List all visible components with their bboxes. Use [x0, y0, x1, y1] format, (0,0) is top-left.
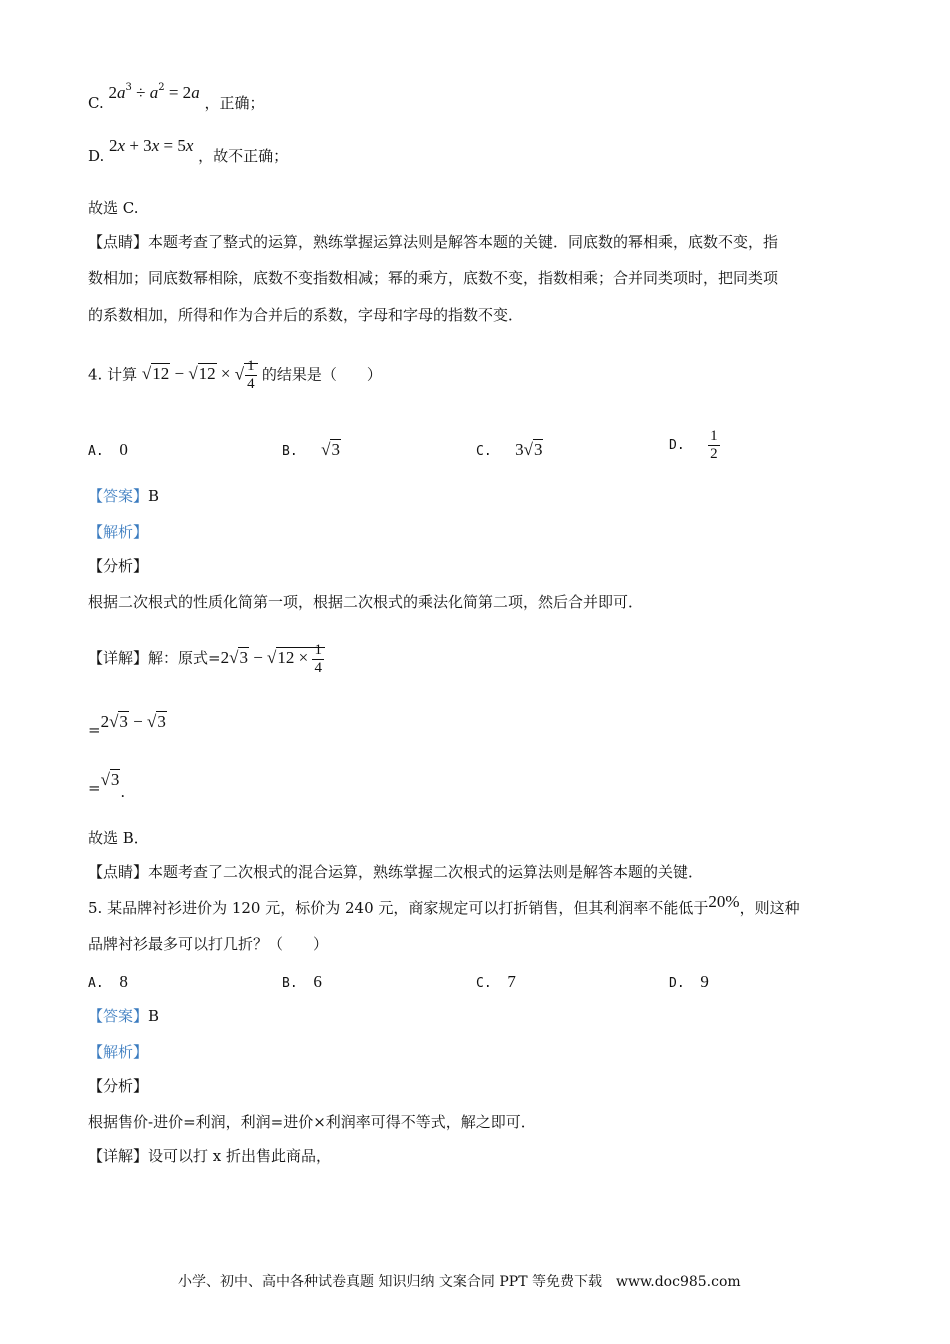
dianjing-1-line-3: 的系数相加，所得和作为合并后的系数，字母和字母的指数不变．	[88, 306, 524, 324]
q4-detail: 【详解】解：原式=2√3 − √12 × $\frac{1}{4}$	[88, 640, 325, 677]
q5-option-b[interactable]: B. 6	[282, 972, 322, 991]
q4-answer: 【答案】B	[88, 487, 160, 505]
q4-option-d[interactable]: D. $\frac{1}{2}$	[669, 428, 718, 462]
choose-b: 故选 B．	[88, 829, 149, 847]
q4-option-d-value: $\frac{1}{2}$	[710, 428, 718, 462]
q4-option-a[interactable]: A. 0	[88, 440, 128, 459]
q4-option-b-value: √3	[321, 440, 340, 459]
q5-option-c[interactable]: C. 7	[476, 972, 516, 991]
q4-analysis: 根据二次根式的性质化简第一项，根据二次根式的乘法化简第二项，然后合并即可．	[88, 593, 644, 611]
q4-detail-formula: 2√3 − √12 × $\frac{1}{4}$	[221, 648, 325, 667]
q5-jiexi: 【解析】	[88, 1043, 149, 1061]
option-c-line: C. $2a^3 \div a^2 = 2a$ ，正确；	[88, 82, 265, 112]
formula-c: $2a^3 \div a^2 = 2a$	[108, 82, 200, 102]
formula-d: 2x + 3x = 5x	[109, 136, 194, 155]
c-label: C.	[88, 94, 104, 112]
q4-fenxi: 【分析】	[88, 557, 149, 575]
q4-jiexi: 【解析】	[88, 523, 149, 541]
q4-formula: √12 − √12 × √ $\frac{1}{4}$	[142, 364, 262, 383]
q5-option-d[interactable]: D. 9	[669, 972, 709, 991]
d-label: D.	[88, 147, 105, 165]
q4-option-b[interactable]: B. √3	[282, 440, 340, 459]
q4-option-c[interactable]: C. 3√3	[476, 440, 543, 459]
question-5-line-2: 品牌衬衫最多可以打几折？（ ）	[88, 935, 329, 953]
q4-step-2: =2√3 − √3	[88, 712, 166, 739]
dianjing-1-line-2: 数相加；同底数幂相除，底数不变指数相减；幂的乘方，底数不变，指数相乘；合并同类项时，把同类项	[88, 269, 779, 287]
q5-answer: 【答案】B	[88, 1007, 160, 1025]
q5-percent: 20%	[708, 892, 740, 911]
q4-step-3: =√3.	[88, 770, 126, 801]
choose-c: 故选 C.	[88, 199, 139, 217]
page-footer: 小学、初中、高中各种试卷真题 知识归纳 文案合同 PPT 等免费下载 www.doc985.com	[178, 1274, 741, 1290]
question-4: 4. 计算 √12 − √12 × √ $\frac{1}{4}$ 的结果是（ ）	[88, 358, 382, 392]
q5-detail: 【详解】设可以打 x 折出售此商品，	[88, 1147, 332, 1165]
dianjing-1-line-1: 【点睛】本题考查了整式的运算，熟练掌握运算法则是解答本题的关键．同底数的幂相乘，底数不变，指	[88, 233, 779, 251]
q5-option-a[interactable]: A. 8	[88, 972, 128, 991]
q4-step-2-formula: 2√3 − √3	[100, 712, 166, 731]
option-d-line: D. 2x + 3x = 5x ，故不正确；	[88, 136, 289, 165]
q5-fenxi: 【分析】	[88, 1077, 149, 1095]
q4-step-3-formula: √3	[100, 770, 120, 789]
q5-analysis: 根据售价-进价=利润，利润=进价×利润率可得不等式，解之即可．	[88, 1113, 536, 1131]
question-5-line-1: 5. 某品牌衬衫进价为 120 元，标价为 240 元，商家规定可以打折销售，但其利润率不能低于20%，则这种	[88, 892, 800, 917]
q4-option-c-value: 3√3	[515, 440, 543, 459]
dianjing-2: 【点睛】本题考查了二次根式的混合运算，熟练掌握二次根式的运算法则是解答本题的关键．	[88, 863, 704, 881]
